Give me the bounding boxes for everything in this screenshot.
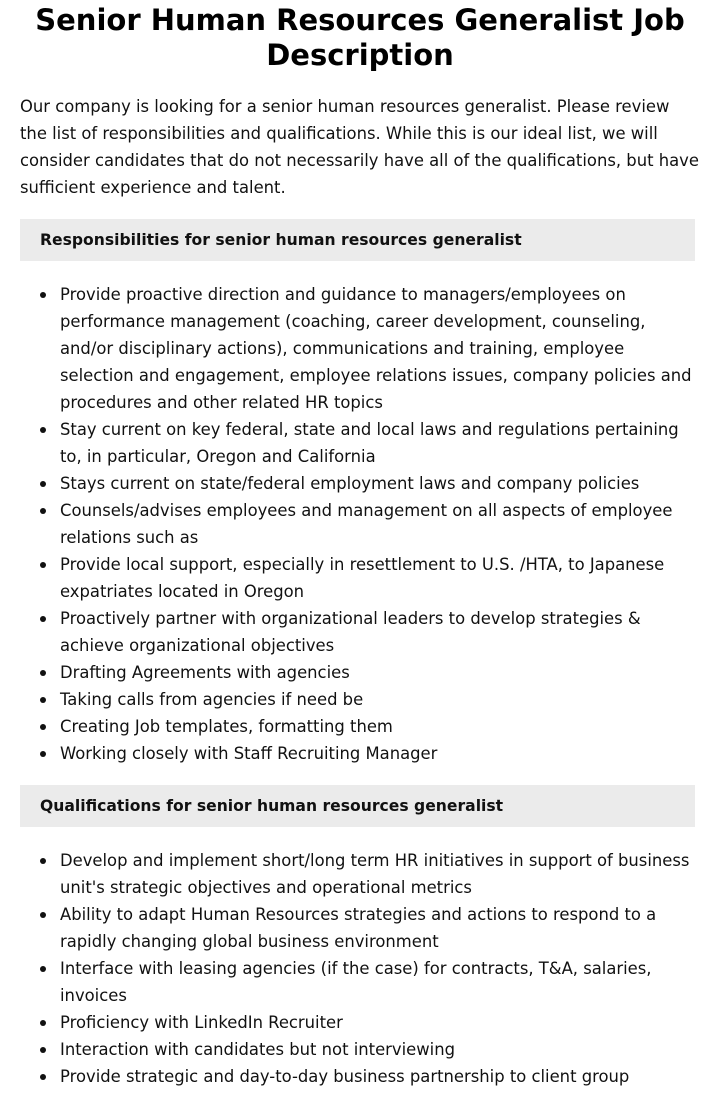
qualifications-list <box>20 847 700 1090</box>
responsibilities-header: Responsibilities for senior human resources generalist <box>20 219 695 261</box>
list-item <box>20 605 700 659</box>
list-item-text: Stay current on key federal, state and local laws and regulations pertaining to, in particular, Oregon and California <box>60 420 679 466</box>
bullet-icon <box>40 1020 46 1026</box>
list-item <box>20 1009 700 1036</box>
list-item <box>20 713 700 740</box>
bullet-icon <box>40 912 46 918</box>
page-title: Senior Human Resources Generalist Job Description <box>35 3 685 72</box>
responsibilities-list <box>20 281 700 767</box>
list-item-text: Proactively partner with organizational leaders to develop strategies & achieve organizational objectives <box>60 609 641 655</box>
list-item <box>20 281 700 416</box>
list-item-text: Develop and implement short/long term HR initiatives in support of business unit's strategic objectives and operational metrics <box>60 851 690 897</box>
list-item-text: Creating Job templates, formatting them <box>60 717 393 736</box>
qualifications-header: Qualifications for senior human resources generalist <box>20 785 695 827</box>
bullet-icon <box>40 724 46 730</box>
bullet-icon <box>40 562 46 568</box>
list-item <box>20 659 700 686</box>
list-item-text: Provide local support, especially in resettlement to U.S. /HTA, to Japanese expatriates located in Oregon <box>60 555 665 601</box>
list-item-text: Proficiency with LinkedIn Recruiter <box>60 1013 343 1032</box>
bullet-icon <box>40 508 46 514</box>
bullet-icon <box>40 966 46 972</box>
bullet-icon <box>40 481 46 487</box>
list-item <box>20 901 700 955</box>
list-item <box>20 1063 700 1090</box>
list-item <box>20 416 700 470</box>
bullet-icon <box>40 858 46 864</box>
bullet-icon <box>40 427 46 433</box>
list-item-text: Drafting Agreements with agencies <box>60 663 350 682</box>
bullet-icon <box>40 1074 46 1080</box>
list-item-text: Interaction with candidates but not interviewing <box>60 1040 455 1059</box>
bullet-icon <box>40 751 46 757</box>
bullet-icon <box>40 1047 46 1053</box>
list-item <box>20 551 700 605</box>
list-item-text: Stays current on state/federal employment laws and company policies <box>60 474 640 493</box>
list-item <box>20 470 700 497</box>
list-item <box>20 497 700 551</box>
list-item-text: Provide proactive direction and guidance to managers/employees on performance management (coaching, career development, counseling, and/or disciplinary actions), communications and training, employee selection and engagement, employee relations issues, company policies and procedures and other related HR topics <box>60 285 692 412</box>
list-item <box>20 1036 700 1063</box>
list-item-text: Provide strategic and day-to-day business partnership to client group <box>60 1067 630 1086</box>
list-item <box>20 847 700 901</box>
list-item <box>20 955 700 1009</box>
list-item-text: Taking calls from agencies if need be <box>60 690 364 709</box>
list-item-text: Counsels/advises employees and management on all aspects of employee relations such as <box>60 501 673 547</box>
list-item-text: Ability to adapt Human Resources strategies and actions to respond to a rapidly changing global business environment <box>60 905 657 951</box>
bullet-icon <box>40 670 46 676</box>
intro-paragraph: Our company is looking for a senior human resources generalist. Please review the list of responsibilities and qualifications. While this is our ideal list, we will consider candidates that do not necessarily have all of the qualifications, but have sufficient experience and talent. <box>20 97 699 197</box>
list-item-text: Working closely with Staff Recruiting Manager <box>60 744 438 763</box>
bullet-icon <box>40 292 46 298</box>
bullet-icon <box>40 697 46 703</box>
list-item-text: Interface with leasing agencies (if the case) for contracts, T&A, salaries, invoices <box>60 959 652 1005</box>
bullet-icon <box>40 616 46 622</box>
list-item <box>20 740 700 767</box>
list-item <box>20 686 700 713</box>
